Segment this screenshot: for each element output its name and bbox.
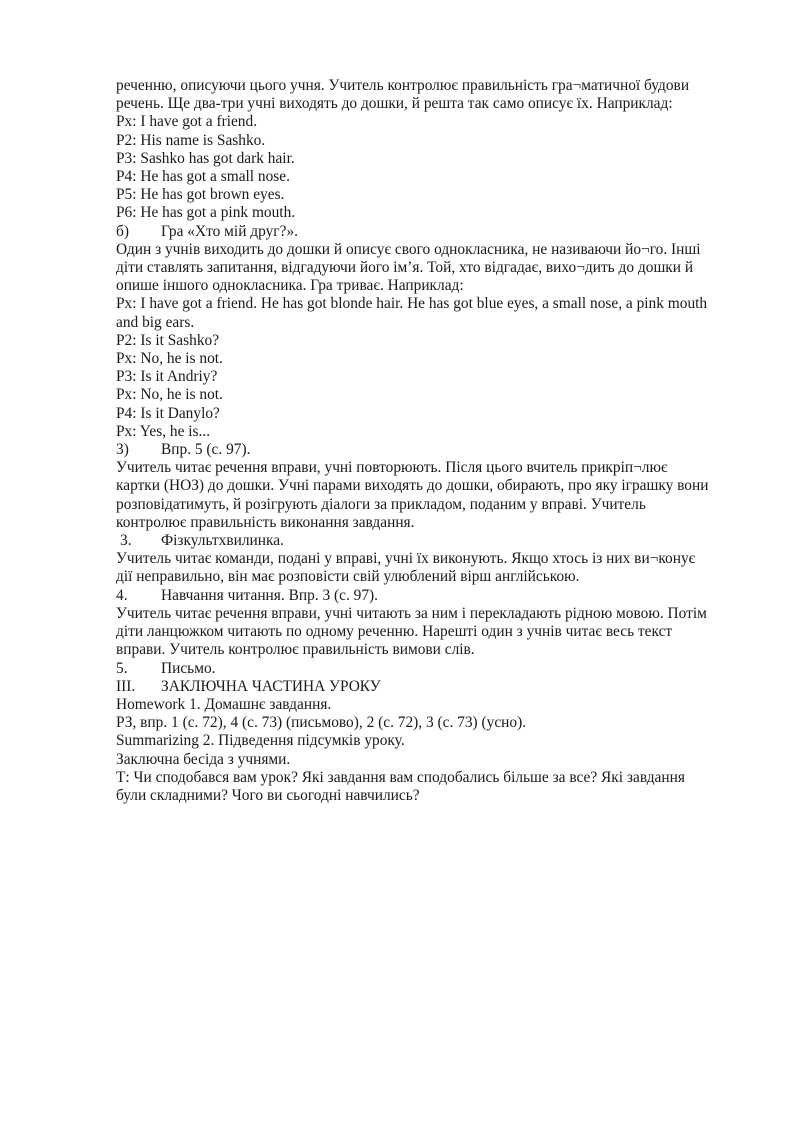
text-line: Учитель читає команди, подані у вправі, учні їх виконують. Якщо хтось із них ви¬конує [116,550,696,568]
item-text: Впр. 5 (с. 97). [161,441,251,459]
text-line: розповідатимуть, й розігрують діалоги за прикладом, поданим у вправі. Учитель [116,495,646,513]
text-line: Summarizing 2. Підведення підсумків уроку. [116,732,405,750]
item-text: Фізкультхвилинка. [161,532,284,550]
list-item-3a [116,441,744,459]
text-line: Заключна бесіда з учнями. [116,750,291,768]
text-line: P3: Sashko has got dark hair. [116,149,295,167]
dialog-line: Px: Yes, he is... [116,422,211,440]
list-item-5 [116,660,744,678]
text-line: вправи. Учитель контролює правильність вимови слів. [116,641,475,659]
text-line: дії неправильно, він має розповісти свій улюблений вірш англійською. [116,568,580,586]
item-text: Гра «Хто мій друг?». [161,222,298,240]
text-line: реченню, описуючи цього учня. Учитель контролює правильність гра¬матичної будови [116,77,690,94]
item-number: 3. [120,532,132,550]
dialog-line: P4: Is it Danylo? [116,404,220,422]
item-number: ІІІ. [116,677,136,695]
text-line: речень. Ще два-три учні виходять до дошки, й решта так само описує їх. Наприклад: [116,95,673,113]
text-line: Один з учнів виходить до дошки й описує свого однокласника, не називаючи йо¬го. Інші [116,240,701,258]
text-line: Homework 1. Домашнє завдання. [116,695,332,713]
dialog-line: Px: I have got a friend. He has got blonde hair. He has got blue eyes, a small nose, a pink mouth [116,295,708,313]
text-line: контролює правильність виконання завдання. [116,513,415,531]
text-line: РЗ, впр. 1 (с. 72), 4 (с. 73) (письмово), 2 (с. 72), 3 (с. 73) (усно). [116,714,527,732]
item-number: 3) [116,441,129,459]
text-line: діти ланцюжком читають по одному реченню. Нарешті один з учнів читає весь текст [116,623,673,641]
dialog-line: Px: No, he is not. [116,350,223,368]
dialog-line: P3: Is it Andriy? [116,368,218,386]
dialog-line: Px: No, he is not. [116,386,223,404]
text-line: Px: I have got a friend. [116,113,258,131]
text-line: Т: Чи сподобався вам урок? Які завдання вам сподобались більше за все? Які завдання [116,768,685,786]
text-line: діти ставлять запитання, відгадуючи його ім’я. Той, хто відгадає, вихо¬дить до дошки й [116,259,694,277]
section-heading [116,678,744,696]
item-number: 5. [116,659,128,677]
text-line: P5: He has got brown eyes. [116,186,285,204]
dialog-line: and big ears. [116,313,195,331]
list-item-3 [116,532,744,550]
text-line: Учитель читає речення вправи, учні повторюють. Після цього вчитель прикріп¬лює [116,459,668,477]
item-text: ЗАКЛЮЧНА ЧАСТИНА УРОКУ [161,677,381,695]
item-number: 4. [116,586,128,604]
document-page [116,77,744,805]
text-line: Учитель читає речення вправи, учні читають за ним і перекладають рідною мовою. Потім [116,604,707,622]
item-text: Навчання читання. Впр. 3 (с. 97). [161,586,379,604]
text-line: P6: He has got a pink mouth. [116,204,296,222]
list-item-b [116,223,744,241]
text-line: картки (НОЗ) до дошки. Учні парами виходять до дошки, обирають, про яку іграшку вони [116,477,709,495]
text-line: були складними? Чого ви сьогодні навчились? [116,786,420,804]
text-line: опише іншого однокласника. Гра триває. Наприклад: [116,277,464,295]
text-line: P2: His name is Sashko. [116,131,266,149]
list-item-4 [116,587,744,605]
item-text: Письмо. [161,659,216,677]
text-line: P4: He has got a small nose. [116,168,290,186]
item-number: б) [116,222,129,240]
dialog-line: P2: Is it Sashko? [116,331,220,349]
